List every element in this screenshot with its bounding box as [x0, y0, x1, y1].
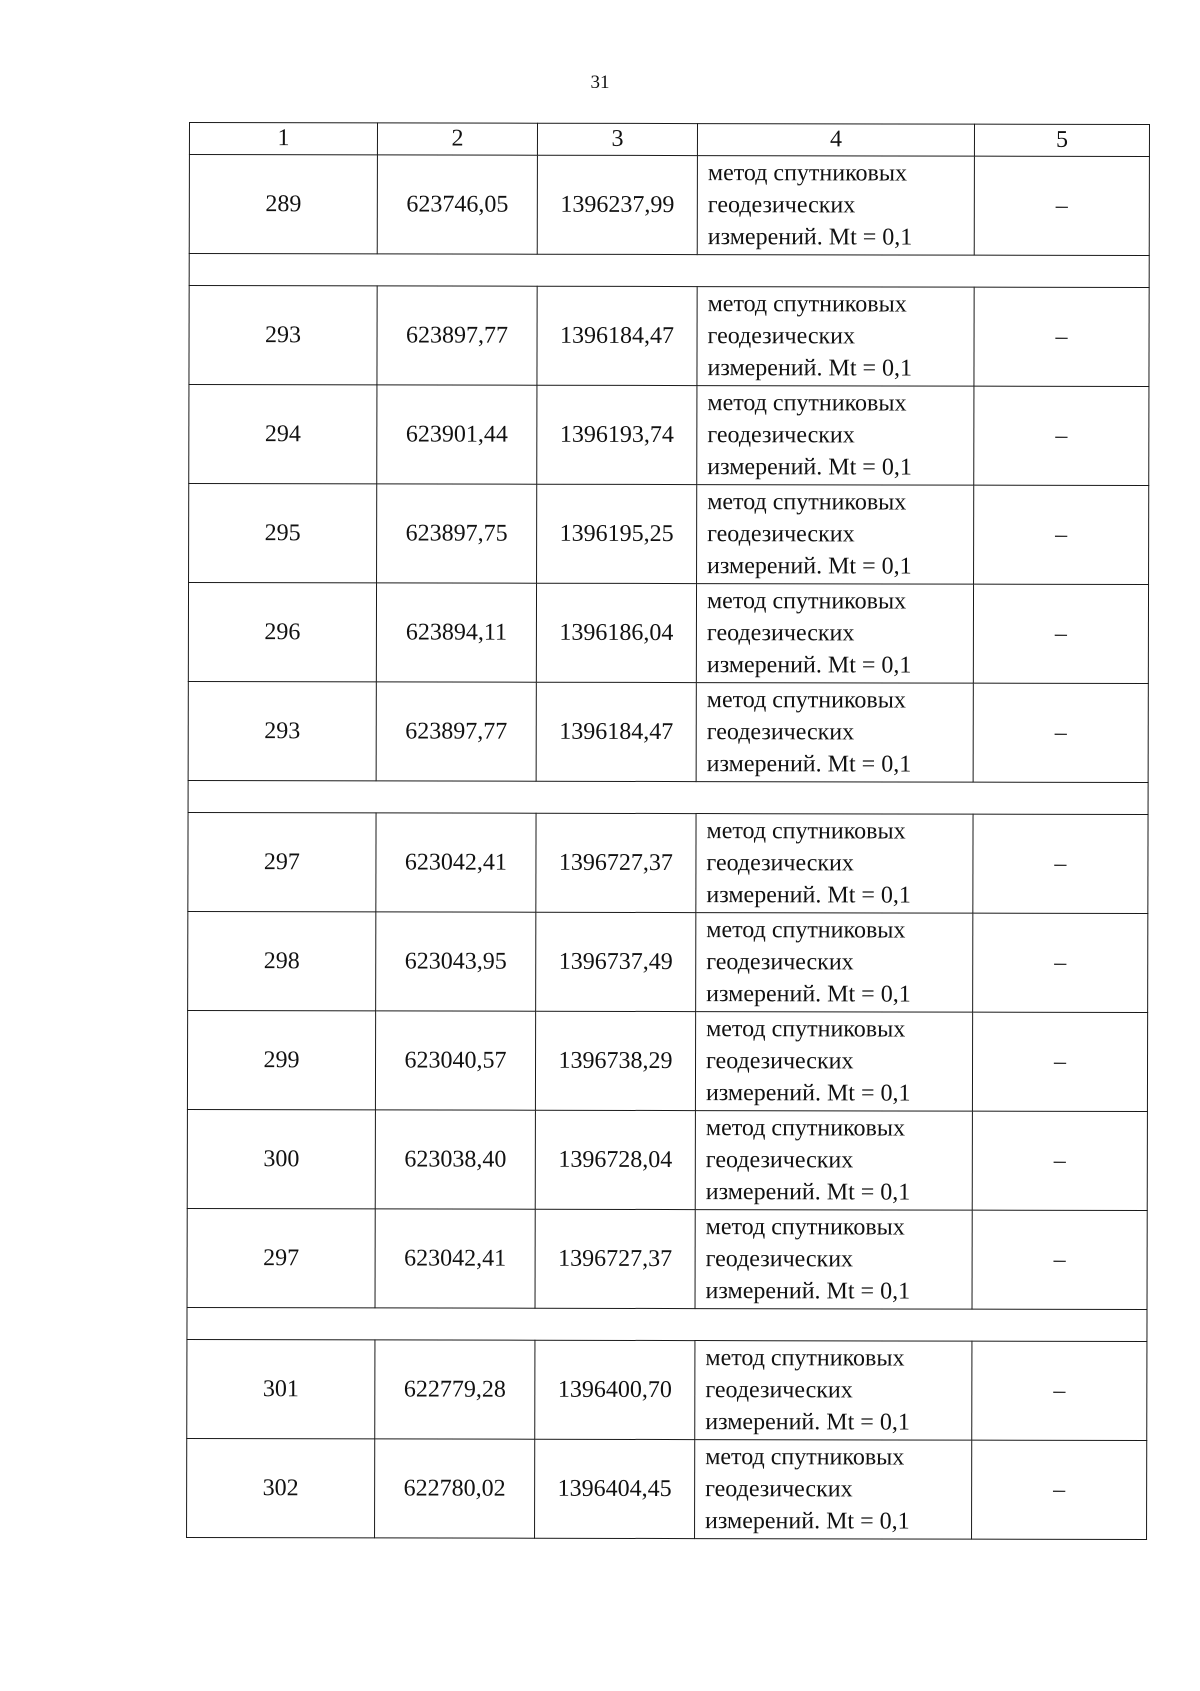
table-row	[189, 385, 1149, 486]
table-row	[187, 1109, 1147, 1210]
note-cell: –	[972, 1210, 1147, 1309]
method-line: измерений. Mt = 0,1	[707, 553, 912, 580]
table-row	[188, 812, 1148, 913]
note-cell: –	[972, 1012, 1147, 1111]
point-number-cell: 296	[188, 583, 376, 682]
method-line: измерений. Mt = 0,1	[706, 981, 911, 1008]
point-number-cell: 295	[189, 484, 377, 583]
table-row	[189, 484, 1149, 585]
coordinate-y-cell: 1396184,47	[537, 286, 697, 385]
method-line: метод спутниковых	[706, 917, 906, 944]
method-line: метод спутниковых	[707, 390, 907, 417]
separator-cell	[189, 254, 1149, 288]
method-line: измерений. Mt = 0,1	[706, 652, 912, 679]
method-cell	[696, 683, 973, 783]
coordinate-x-cell: 623043,95	[376, 912, 536, 1011]
method-cell	[695, 1012, 972, 1112]
method-line: измерений. Mt = 0,1	[705, 1179, 911, 1206]
method-cell	[697, 156, 974, 256]
coordinate-x-cell: 623042,41	[375, 1209, 535, 1308]
point-number-cell: 289	[189, 155, 377, 254]
method-line: геодезических	[706, 719, 855, 746]
method-line: измерений. Mt = 0,1	[707, 454, 912, 481]
table-row	[188, 681, 1148, 782]
point-number-cell: 302	[187, 1438, 375, 1537]
point-number-cell: 297	[187, 1208, 375, 1307]
note-cell: –	[973, 913, 1148, 1012]
method-cell	[695, 1341, 972, 1441]
coordinate-x-cell: 623746,05	[377, 155, 537, 254]
method-line: измерений. Mt = 0,1	[705, 1278, 911, 1305]
table-row	[187, 1010, 1147, 1111]
separator-cell	[188, 780, 1148, 814]
method-line: измерений. Mt = 0,1	[705, 1080, 911, 1107]
note-cell: –	[974, 386, 1149, 485]
note-cell: –	[974, 485, 1149, 584]
coordinate-x-cell: 623897,75	[377, 484, 537, 583]
point-number-cell: 293	[189, 286, 377, 385]
method-line: метод спутниковых	[705, 1214, 905, 1241]
column-header-5: 5	[974, 124, 1149, 156]
method-cell	[696, 913, 973, 1013]
note-cell: –	[972, 1440, 1147, 1539]
table-row	[189, 155, 1149, 256]
note-cell: –	[973, 814, 1148, 913]
method-cell	[697, 386, 974, 486]
table-row	[187, 1208, 1147, 1309]
coordinates-table-body	[187, 123, 1150, 1540]
coordinates-table	[186, 122, 1150, 1540]
point-number-cell: 300	[187, 1109, 375, 1208]
note-cell: –	[974, 156, 1149, 255]
coordinate-x-cell: 623042,41	[376, 813, 536, 912]
table-row	[189, 286, 1149, 387]
point-number-cell: 294	[189, 385, 377, 484]
coordinate-y-cell: 1396727,37	[536, 813, 696, 912]
method-cell	[695, 1111, 972, 1211]
method-line: геодезических	[707, 192, 856, 219]
coordinate-y-cell: 1396184,47	[536, 682, 696, 781]
method-line: геодезических	[706, 1048, 854, 1075]
note-cell: –	[973, 683, 1148, 782]
point-number-cell: 298	[188, 911, 376, 1010]
coordinate-y-cell: 1396193,74	[537, 385, 697, 484]
method-line: метод спутниковых	[705, 1345, 905, 1372]
coordinate-y-cell: 1396738,29	[535, 1011, 695, 1110]
method-line: метод спутниковых	[706, 818, 906, 845]
method-line: геодезических	[707, 521, 855, 548]
method-line: геодезических	[705, 1377, 853, 1404]
column-header-1: 1	[189, 123, 377, 155]
method-line: геодезических	[706, 620, 855, 647]
coordinate-y-cell: 1396237,99	[537, 155, 697, 254]
method-line: геодезических	[706, 949, 854, 976]
method-line: измерений. Mt = 0,1	[706, 751, 912, 778]
note-cell: –	[972, 1111, 1147, 1210]
table-row	[187, 1339, 1147, 1440]
coordinate-y-cell: 1396400,70	[535, 1340, 695, 1439]
note-cell: –	[972, 1341, 1147, 1440]
coordinate-x-cell: 623894,11	[376, 583, 536, 682]
coordinate-y-cell: 1396404,45	[535, 1439, 695, 1538]
method-line: геодезических	[706, 850, 854, 877]
coordinate-y-cell: 1396737,49	[536, 912, 696, 1011]
coordinate-y-cell: 1396728,04	[535, 1110, 695, 1209]
column-header-3: 3	[537, 123, 697, 155]
coordinate-y-cell: 1396195,25	[537, 484, 697, 583]
method-line: метод спутниковых	[707, 489, 907, 516]
method-line: метод спутниковых	[707, 160, 908, 187]
column-header-2: 2	[377, 123, 537, 155]
contour-separator-row	[189, 254, 1149, 288]
coordinate-x-cell: 622779,28	[375, 1340, 535, 1439]
method-line: геодезических	[705, 1476, 853, 1503]
method-line: геодезических	[705, 1147, 854, 1174]
method-line: метод спутниковых	[706, 1016, 906, 1043]
table-row	[187, 1438, 1147, 1539]
contour-separator-row	[187, 1307, 1147, 1341]
column-header-4: 4	[697, 124, 974, 157]
separator-cell	[187, 1307, 1147, 1341]
page-number: 31	[590, 72, 610, 93]
point-number-cell: 299	[187, 1010, 375, 1109]
point-number-cell: 293	[188, 681, 376, 780]
method-line: измерений. Mt = 0,1	[705, 1409, 910, 1436]
coordinate-x-cell: 622780,02	[375, 1439, 535, 1538]
method-line: метод спутниковых	[706, 588, 907, 615]
method-line: геодезических	[707, 323, 856, 350]
method-line: измерений. Mt = 0,1	[705, 1508, 910, 1535]
method-cell	[696, 584, 973, 684]
column-number-row	[189, 123, 1149, 157]
method-line: метод спутниковых	[707, 291, 907, 318]
method-line: измерений. Mt = 0,1	[706, 882, 911, 909]
method-line: геодезических	[705, 1246, 854, 1273]
method-line: метод спутниковых	[705, 1444, 905, 1471]
coordinate-x-cell: 623897,77	[376, 682, 536, 781]
coordinate-y-cell: 1396727,37	[535, 1209, 695, 1308]
method-line: метод спутниковых	[705, 1115, 906, 1142]
coordinate-x-cell: 623901,44	[377, 385, 537, 484]
note-cell: –	[973, 584, 1148, 683]
coordinate-y-cell: 1396186,04	[536, 583, 696, 682]
table-row	[188, 911, 1148, 1012]
coordinate-x-cell: 623040,57	[375, 1011, 535, 1110]
method-line: метод спутниковых	[706, 687, 906, 714]
method-cell	[697, 287, 974, 387]
method-line: измерений. Mt = 0,1	[707, 224, 913, 251]
table-row	[188, 583, 1148, 684]
contour-separator-row	[188, 780, 1148, 814]
point-number-cell: 297	[188, 812, 376, 911]
method-cell	[695, 1210, 972, 1310]
coordinate-x-cell: 623038,40	[375, 1110, 535, 1209]
point-number-cell: 301	[187, 1339, 375, 1438]
method-line: измерений. Mt = 0,1	[707, 355, 913, 382]
coordinate-x-cell: 623897,77	[377, 286, 537, 385]
method-line: геодезических	[707, 422, 855, 449]
note-cell: –	[974, 287, 1149, 386]
method-cell	[697, 485, 974, 585]
method-cell	[695, 1440, 972, 1540]
method-cell	[696, 814, 973, 914]
